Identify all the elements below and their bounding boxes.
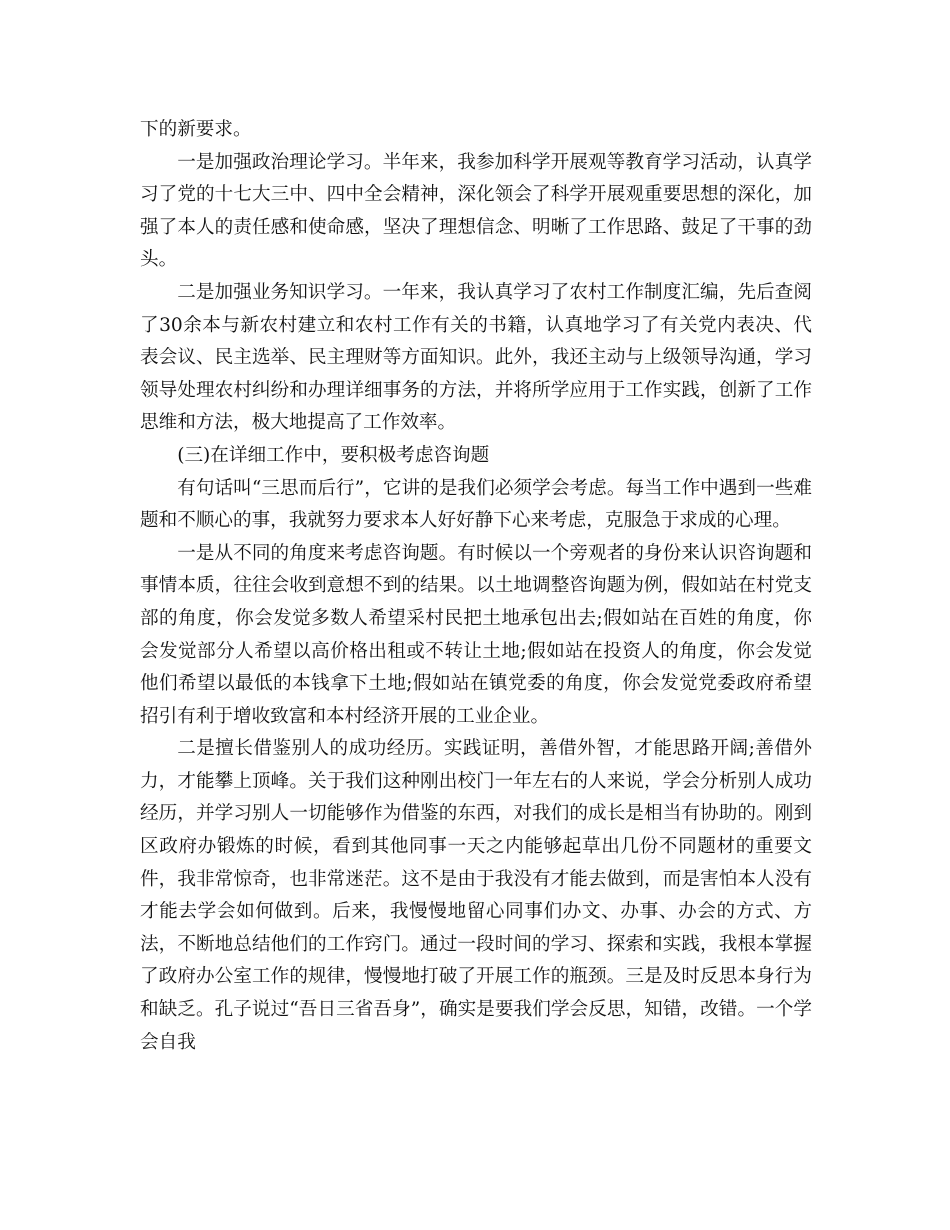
paragraph-business-study: 二是加强业务知识学习。一年来，我认真学习了农村工作制度汇编，先后查阅了30余本与新农村建立和农村工作有关的书籍，认真地学习了有关党内表决、代表会议、民主选举、民主理财等方面知识。此外，我还主动与上级领导沟通，学习领导处理农村纠纷和办理详细事务的方法，并将所学应用于工作实践，创新了工作思维和方法，极大地提高了工作效率。 (140, 281, 812, 434)
section-heading: (三)在详细工作中，要积极考虑咨询题 (177, 444, 490, 466)
document-body (140, 114, 812, 1059)
paragraph-different-angles: 一是从不同的角度来考虑咨询题。有时候以一个旁观者的身份来认识咨询题和事情本质，往往会收到意想不到的结果。以土地调整咨询题为例，假如站在村党支部的角度，你会发觉多数人希望采村民把土地承包出去;假如站在百姓的角度，你会发觉部分人希望以高价格出租或不转让土地;假如站在投资人的角度，你会发觉他们希望以最低的本钱拿下土地;假如站在镇党委的角度，你会发觉党委政府希望招引有利于增收致富和本村经济开展的工业企业。 (140, 542, 812, 727)
paragraph-political-study: 一是加强政治理论学习。半年来，我参加科学开展观等教育学习活动，认真学习了党的十七大三中、四中全会精神，深化领会了科学开展观重要思想的深化，加强了本人的责任感和使命感，坚决了理想信念、明晰了工作思路、鼓足了干事的劲头。 (140, 151, 812, 271)
paragraph-continuation: 下的新要求。 (140, 119, 252, 140)
paragraph-learn-from-others: 二是擅长借鉴别人的成功经历。实践证明，善借外智，才能思路开阔;善借外力，才能攀上顶峰。关于我们这种刚出校门一年左右的人来说，学会分析别人成功经历，并学习别人一切能够作为借鉴的东西，对我们的成长是相当有协助的。刚到区政府办锻炼的时候，看到其他同事一天之内能够起草出几份不同题材的重要文件，我非常惊奇，也非常迷茫。这不是由于我没有才能去做到，而是害怕本人没有才能去学会如何做到。后来，我慢慢地留心同事们办文、办事、办会的方式、方法，不断地总结他们的工作窍门。通过一段时间的学习、探索和实践，我根本掌握了政府办公室工作的规律，慢慢地打破了开展工作的瓶颈。三是及时反思本身行为和缺乏。孔子说过“吾日三省吾身”，确实是要我们学会反思，知错，改错。一个学会自我 (140, 738, 812, 1053)
paragraph-think-twice: 有句话叫“三思而后行”，它讲的是我们必须学会考虑。每当工作中遇到一些难题和不顺心的事，我就努力要求本人好好静下心来考虑，克服急于求成的心理。 (140, 477, 812, 532)
